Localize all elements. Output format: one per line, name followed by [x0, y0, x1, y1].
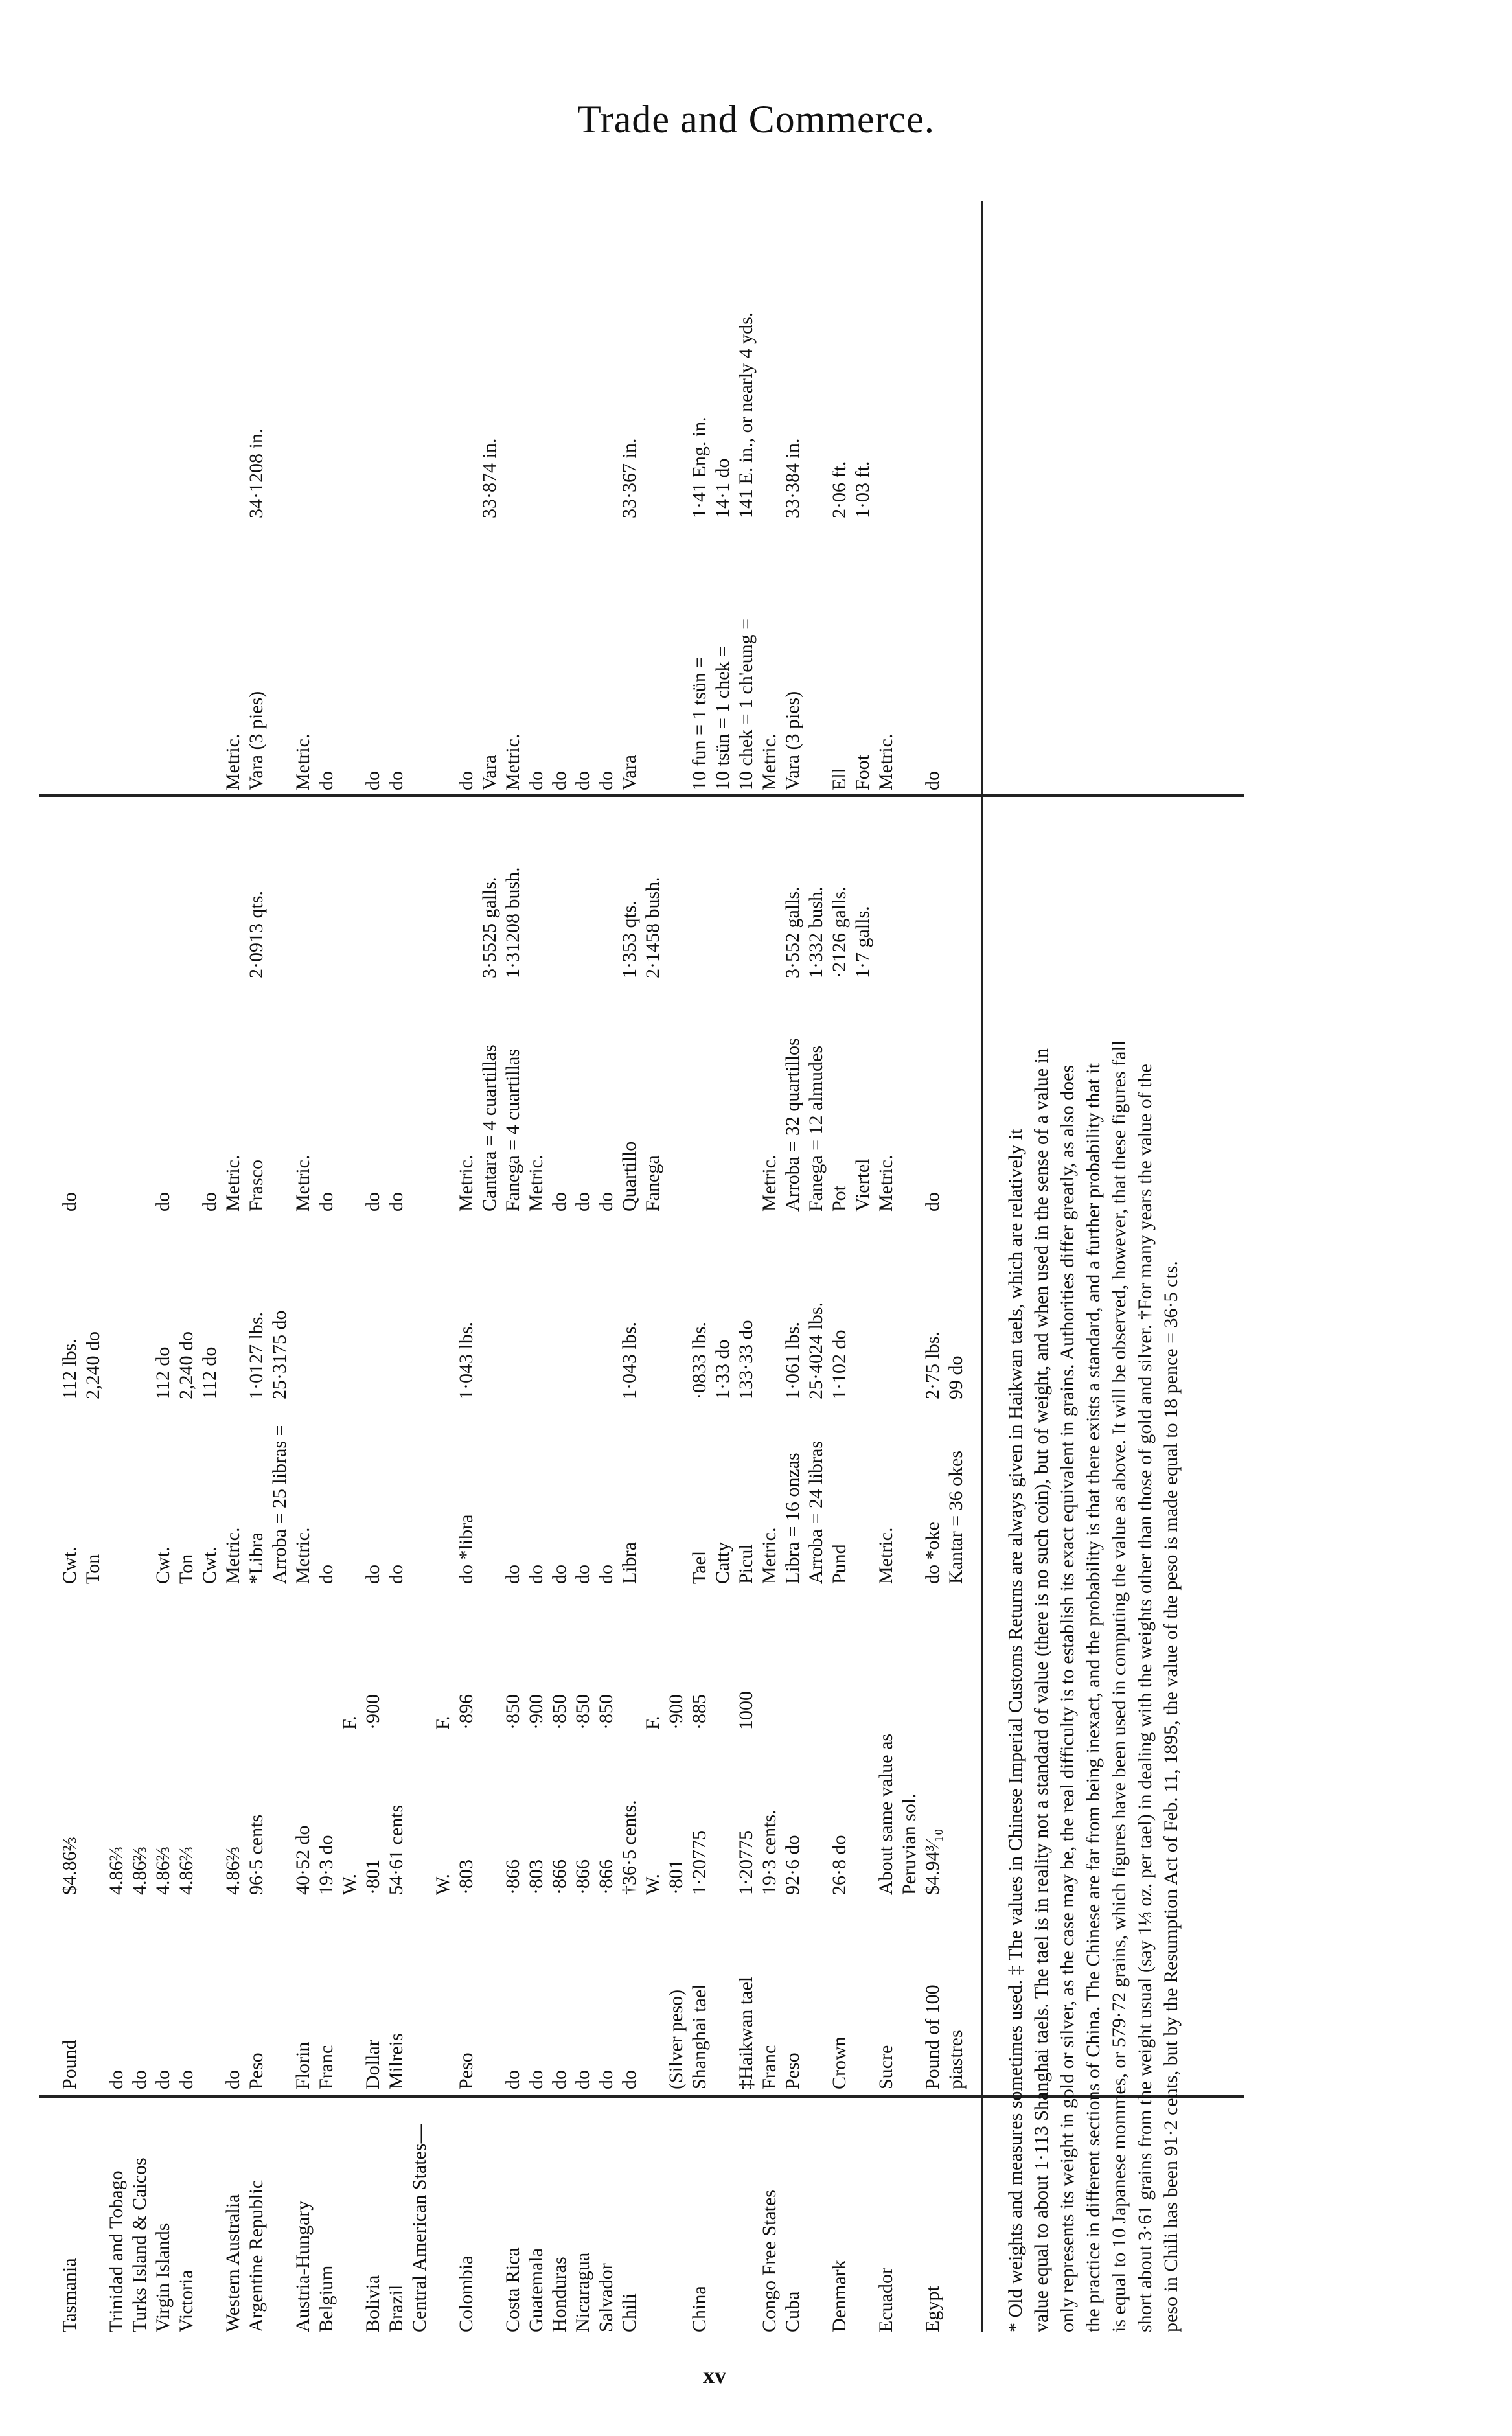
table-cell: Chili [619, 2293, 640, 2332]
table-cell: 1·043 lbs. [619, 1322, 640, 1399]
table-cell: 33·384 in. [782, 438, 803, 518]
table-row [455, 201, 478, 2332]
table-row [245, 201, 268, 2332]
table-row [828, 201, 851, 2332]
table-cell: Metric. [759, 1155, 780, 1212]
table-cell: do [315, 1192, 337, 1212]
table-row [385, 201, 408, 2332]
table-cell: Metric. [875, 733, 897, 790]
footnote-line: is equal to 10 Japanese mommes, or 579·72 grains, which figures have been used in computing the value as above. It will be observed, however, that these figures fall [1108, 1040, 1130, 2332]
table-row [222, 201, 245, 2332]
table-row [875, 201, 898, 2332]
table-cell: 112 do [199, 1346, 220, 1399]
table-cell: 112 lbs. [59, 1339, 80, 1399]
table-cell: Libra = 16 onzas [782, 1453, 803, 1584]
table-cell: Peruvian sol. [899, 1793, 920, 1895]
table-cell: 1·31208 bush. [502, 867, 523, 978]
table-cell: Egypt [922, 2286, 943, 2332]
table-cell: ·885 [689, 1694, 710, 1730]
table-cell: Ell [829, 768, 850, 790]
table-cell: Metric. [502, 733, 523, 790]
table-cell: ·801 [362, 1859, 384, 1895]
table-cell: ·900 [525, 1694, 547, 1730]
table-cell: do [525, 1565, 547, 1584]
table-cell: Pund [829, 1544, 850, 1584]
table-cell: $4.94³⁄₁₀ [922, 1828, 943, 1895]
table-cell: Arroba = 32 quartillos [782, 1038, 803, 1212]
table-cell: 1·0127 lbs. [246, 1312, 267, 1399]
table-cell: ·850 [502, 1694, 523, 1730]
table-row [128, 201, 152, 2332]
table-row [292, 201, 315, 2332]
table-cell: 1·20775 [689, 1830, 710, 1895]
table-cell: ·866 [572, 1859, 593, 1895]
table-cell: do [549, 1565, 570, 1584]
table-cell: Franc [759, 2045, 780, 2089]
table-row [595, 201, 618, 2332]
table-cell: Fanega [642, 1155, 663, 1212]
footnote-line: the practice in different sections of China. The Chinese are far from being inexact, and the probability is that there exists a standard, and a further probability that it [1082, 1063, 1104, 2332]
table-cell: 4.86⅔ [176, 1846, 197, 1895]
table-cell: Metric. [759, 733, 780, 790]
table-cell: Fanega = 4 cuartillas [502, 1048, 523, 1212]
table-cell: 92·6 do [782, 1835, 803, 1895]
table-cell: Ton [176, 1554, 197, 1584]
table-cell: Pound of 100 [922, 1984, 943, 2089]
footnote-line: peso in Chili has been 91·2 cents, but by the Resumption Act of Feb. 11, 1895, the value of the peso is made equal to 18 pence = 36·5 cts. [1160, 1261, 1182, 2332]
table-cell: Virgin Islands [152, 2223, 174, 2332]
table-cell: 34·1208 in. [246, 428, 267, 518]
table-cell: Florin [292, 2041, 314, 2089]
table-cell: 19·3 cents. [759, 1810, 780, 1895]
table-cell: ·850 [572, 1694, 593, 1730]
table-cell: do [549, 1192, 570, 1212]
table-cell: ·803 [525, 1859, 547, 1895]
table-row [361, 201, 385, 2332]
table-cell: do [572, 771, 593, 790]
table-row [431, 201, 455, 2332]
table-cell: (Silver peso) [665, 1989, 687, 2089]
table-cell: 33·367 in. [619, 438, 640, 518]
table-cell: Sucre [875, 2045, 897, 2089]
table-cell: 99 do [945, 1355, 967, 1399]
table-cell: 112 do [152, 1346, 174, 1399]
table-cell: Cwt. [59, 1546, 80, 1584]
table-row [105, 201, 128, 2332]
table-cell: do [572, 1565, 593, 1584]
table-cell: 1·20775 [735, 1830, 757, 1895]
table-cell: China [689, 2286, 710, 2332]
table-cell: do [222, 2070, 244, 2089]
table-cell: Austria-Hungary [292, 2200, 314, 2332]
table-cell: 1·03 ft. [852, 461, 873, 518]
table-cell: do [152, 2070, 174, 2089]
table-cell: Colombia [455, 2255, 477, 2332]
table-cell: do [362, 1192, 384, 1212]
table-cell: Metric. [222, 1155, 244, 1212]
table-cell: Cwt. [199, 1546, 220, 1584]
table-cell: Metric. [292, 733, 314, 790]
table-cell: do [595, 1192, 617, 1212]
table-cell: Crown [829, 2036, 850, 2089]
table-cell: do [129, 2070, 150, 2089]
table-cell: Tael [689, 1550, 710, 1584]
footnote-line: value equal to about 1·113 Shanghai taels. The tael is in reality not a standard of value (there is no such coin), but of weight, and when used in the sense of a value in [1031, 1048, 1052, 2332]
table-cell: Shanghai tael [689, 1984, 710, 2089]
table-cell: Ecuador [875, 2268, 897, 2332]
table-cell: Frasco [246, 1160, 267, 1212]
table-cell: do [106, 2070, 127, 2089]
table-cell: 25·4024 lbs. [805, 1302, 827, 1399]
table-row [618, 201, 641, 2332]
table-cell: Metric. [222, 733, 244, 790]
footnote-line: short about 3·61 grains from the weight usual (say 1⅓ oz. per tael) in dealing with the weights other than those of gold and silver. †For many years the value of the [1134, 1064, 1156, 2332]
table-cell: do [502, 2070, 523, 2089]
table-cell: Central American States— [409, 2124, 430, 2332]
table-cell: 1·332 bush. [805, 886, 827, 978]
table-cell: Cwt. [152, 1546, 174, 1584]
table-cell: †36·5 cents. [619, 1800, 640, 1895]
table-cell: ·900 [362, 1694, 384, 1730]
table-cell: ·896 [455, 1694, 477, 1730]
table-cell: do [525, 2070, 547, 2089]
table-cell: do *oke [922, 1522, 943, 1584]
table-cell: Libra [619, 1542, 640, 1584]
table-cell: ·866 [595, 1859, 617, 1895]
table-row [58, 201, 82, 2332]
table-cell: 1000 [735, 1691, 757, 1730]
table-cell: 4.86⅔ [152, 1846, 174, 1895]
table-cell: 2·75 lbs. [922, 1331, 943, 1399]
table-cell: 4.86⅔ [129, 1846, 150, 1895]
table-cell: 96·5 cents [246, 1814, 267, 1895]
table-cell: ·801 [665, 1859, 687, 1895]
table-cell: Peso [782, 2052, 803, 2089]
table-row [175, 201, 198, 2332]
table-row [665, 201, 688, 2332]
table-cell: do [595, 771, 617, 790]
table-cell: Vara [619, 755, 640, 790]
table-cell: ·2126 galls. [829, 886, 850, 978]
table-cell: Quartillo [619, 1141, 640, 1212]
table-cell: 54·61 cents [385, 1804, 407, 1895]
table-cell: 141 E. in., or nearly 4 yds. [735, 312, 757, 518]
table-cell: Pot [829, 1185, 850, 1212]
table-cell: Pound [59, 2040, 80, 2089]
table-cell: Salvador [595, 2263, 617, 2332]
table-cell: 4.86⅔ [106, 1846, 127, 1895]
table-row [152, 201, 175, 2332]
table-cell: ·900 [665, 1694, 687, 1730]
table-cell: Fanega = 12 almudes [805, 1045, 827, 1212]
table-cell: Guatemala [525, 2248, 547, 2332]
table-row [781, 201, 805, 2332]
table-cell: Brazil [385, 2284, 407, 2332]
table-cell: Honduras [549, 2257, 570, 2332]
table-cell: About same value as [875, 1733, 897, 1895]
table-cell: do [385, 1565, 407, 1584]
table-row [548, 201, 571, 2332]
table-cell: ·866 [502, 1859, 523, 1895]
table-cell: Vara (3 pies) [246, 691, 267, 790]
table-cell: 3·552 galls. [782, 886, 803, 978]
table-row [851, 201, 875, 2332]
table-cell: ·866 [549, 1859, 570, 1895]
table-cell: 33·874 in. [479, 438, 500, 518]
table-cell: do [595, 1565, 617, 1584]
table-cell: 1·41 Eng. in. [689, 417, 710, 518]
table-cell: Metric. [455, 1155, 477, 1212]
table-row [571, 201, 595, 2332]
table-cell: Milreis [385, 2033, 407, 2089]
table-cell: Viertel [852, 1158, 873, 1212]
table-cell: 2,240 do [176, 1331, 197, 1399]
table-row [735, 201, 758, 2332]
footnote-line: * Old weights and measures sometimes used. ‡ The values in Chinese Imperial Customs Returns are always given in Haikwan taels, which are relatively it [1005, 1129, 1026, 2332]
table-cell: do [385, 771, 407, 790]
table-cell: 2·1458 bush. [642, 877, 663, 978]
table-cell: Metric. [292, 1155, 314, 1212]
table-cell: Congo Free States [759, 2190, 780, 2332]
table-cell: Cuba [782, 2291, 803, 2332]
table-cell: do [572, 2070, 593, 2089]
table-cell: Metric. [875, 1527, 897, 1584]
table-cell: do [199, 1192, 220, 1212]
table-cell: Vara [479, 755, 500, 790]
table-cell: 26·8 do [829, 1835, 850, 1895]
table-row [525, 201, 548, 2332]
table-cell: F. [339, 1716, 360, 1730]
table-row [82, 201, 105, 2332]
table-cell: Denmark [829, 2260, 850, 2332]
table-cell: 1·33 do [712, 1339, 733, 1399]
table-cell: do [176, 2070, 197, 2089]
table-cell: Metric. [222, 1527, 244, 1584]
table-cell: Arroba = 24 libras [805, 1440, 827, 1584]
table-cell: Metric. [875, 1155, 897, 1212]
table-cell: W. [339, 1873, 360, 1895]
table-cell: W. [642, 1873, 663, 1895]
table-cell: 3·5525 galls. [479, 877, 500, 978]
table-cell: 10 chek = 1 ch'eung = [735, 618, 757, 790]
table-cell: F. [642, 1716, 663, 1730]
table-cell: Tasmania [59, 2258, 80, 2332]
table-cell: 1·061 lbs. [782, 1322, 803, 1399]
table-cell: 10 fun = 1 tsün = [689, 656, 710, 790]
table-cell: do [455, 771, 477, 790]
table-cell: Vara (3 pies) [782, 691, 803, 790]
table-cell: Arroba = 25 libras = [269, 1425, 290, 1584]
table-cell: Metric. [525, 1155, 547, 1212]
table-cell: Kantar = 36 okes [945, 1450, 967, 1584]
table-row [945, 201, 968, 2332]
table-cell: do [619, 2070, 640, 2089]
table-cell: 4.86⅔ [222, 1846, 244, 1895]
footnote-rule [981, 201, 983, 2332]
table-cell: do [525, 771, 547, 790]
table-cell: Bolivia [362, 2275, 384, 2332]
table-cell: ·850 [549, 1694, 570, 1730]
table-cell: do [502, 1565, 523, 1584]
table-cell: ·803 [455, 1859, 477, 1895]
table-cell: *Libra [246, 1532, 267, 1584]
table-cell: Ton [82, 1554, 104, 1584]
table-cell: $4.86⅔ [59, 1837, 80, 1895]
table-row [338, 201, 361, 2332]
table-cell: 25·3175 do [269, 1310, 290, 1399]
table-cell: 1·7 galls. [852, 906, 873, 978]
table-cell: Victoria [176, 2269, 197, 2332]
table-row [408, 201, 431, 2332]
table-cell: Nicaragua [572, 2252, 593, 2332]
footnote-line: only represents its weight in gold or silver, as the case may be, the real difficulty is to establish its exact equivalent in grains. Authorities differ greatly, as also does [1057, 1064, 1078, 2332]
table-cell: do [922, 771, 943, 790]
table-cell: do [572, 1192, 593, 1212]
rotated-table [39, 201, 1373, 2332]
table-cell: 14·1 do [712, 458, 733, 518]
table-cell: do [152, 1192, 174, 1212]
table-cell: Peso [246, 2052, 267, 2089]
table-cell: do [362, 1565, 384, 1584]
table-cell: 2,240 do [82, 1331, 104, 1399]
table-cell: do [385, 1192, 407, 1212]
table-row [268, 201, 292, 2332]
table-cell: do [362, 771, 384, 790]
table-row [711, 201, 735, 2332]
table-cell: 1·043 lbs. [455, 1322, 477, 1399]
table-row [641, 201, 665, 2332]
table-cell: Turks Island & Caicos [129, 2157, 150, 2332]
page-title: Trade and Commerce. [577, 98, 935, 141]
table-cell: F. [432, 1716, 453, 1730]
table-cell: do [315, 771, 337, 790]
table-cell: piastres [945, 2030, 967, 2089]
table-cell: do [595, 2070, 617, 2089]
table-cell: Metric. [292, 1527, 314, 1584]
table-cell: Argentine Republic [246, 2179, 267, 2332]
table-cell: Belgium [315, 2265, 337, 2332]
table-cell: ·0833 lbs. [689, 1322, 710, 1399]
table-cell: Western Australia [222, 2194, 244, 2332]
table-cell: Peso [455, 2052, 477, 2089]
table-cell: do [59, 1192, 80, 1212]
table-cell: 10 tsün = 1 chek = [712, 646, 733, 790]
table-cell: do [549, 2070, 570, 2089]
table-cell: Franc [315, 2045, 337, 2089]
table-row [688, 201, 711, 2332]
table-cell: W. [432, 1873, 453, 1895]
table-cell: Cantara = 4 cuartillas [479, 1044, 500, 1212]
table-cell: 1·353 qts. [619, 901, 640, 978]
table-row [501, 201, 525, 2332]
table-cell: 133·33 do [735, 1320, 757, 1399]
table-cell: Catty [712, 1542, 733, 1584]
table-cell: 40·52 do [292, 1825, 314, 1895]
table-cell: 1·102 do [829, 1329, 850, 1399]
table-row [478, 201, 501, 2332]
table-row [921, 201, 945, 2332]
table-cell: ‡Haikwan tael [735, 1976, 757, 2089]
table-row [805, 201, 828, 2332]
table-cell: 2·0913 qts. [246, 891, 267, 978]
table-row [198, 201, 222, 2332]
page-folio: xv [703, 2362, 726, 2388]
table-row [758, 201, 781, 2332]
table-cell: ·850 [595, 1694, 617, 1730]
table-cell: Foot [852, 754, 873, 790]
table-row [898, 201, 921, 2332]
table-cell: do *libra [455, 1514, 477, 1584]
table-cell: Picul [735, 1544, 757, 1584]
table-cell: 19·3 do [315, 1835, 337, 1895]
table-cell: Costa Rica [502, 2247, 523, 2332]
table-cell: Metric. [759, 1527, 780, 1584]
table-cell: Dollar [362, 2040, 384, 2089]
table-cell: do [922, 1192, 943, 1212]
table-cell: 2·06 ft. [829, 461, 850, 518]
table-cell: do [315, 1565, 337, 1584]
table-cell: do [549, 771, 570, 790]
table-row [315, 201, 338, 2332]
table-cell: Trinidad and Tobago [106, 2170, 127, 2332]
